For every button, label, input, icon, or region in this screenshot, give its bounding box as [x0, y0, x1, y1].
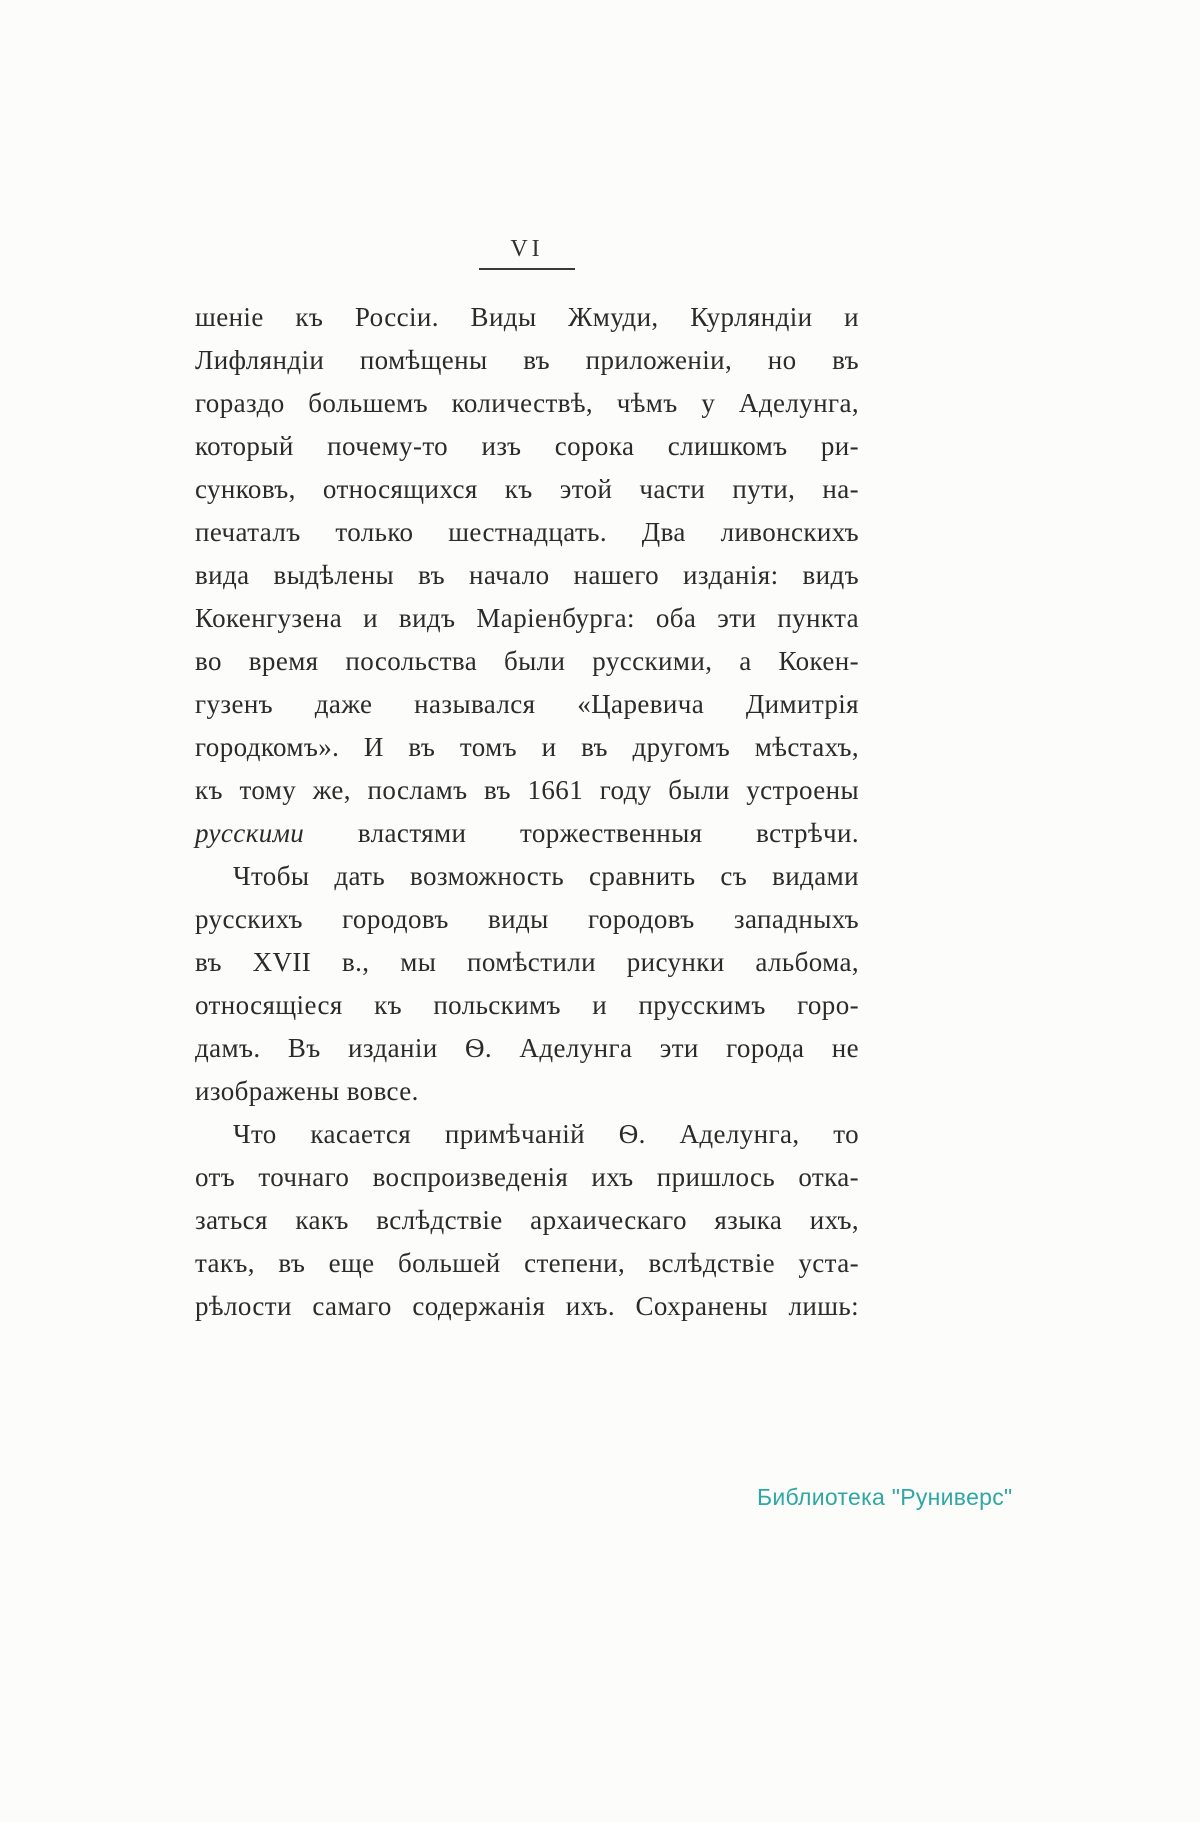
body-text: такъ, въ еще большей степени, вслѣдствіе уста-: [195, 1248, 859, 1278]
body-text: Чтобы дать возможность сравнить съ видами: [233, 861, 859, 891]
body-text: гораздо большемъ количествѣ, чѣмъ у Аделунга,: [195, 388, 859, 418]
text-line: [195, 339, 859, 382]
text-line: [195, 941, 859, 984]
body-text: въ XVII в., мы помѣстили рисунки альбома,: [195, 947, 859, 977]
text-line: [195, 984, 859, 1027]
text-line: [195, 812, 859, 855]
text-line: [195, 296, 859, 339]
text-line: [195, 554, 859, 597]
text-line: [195, 1199, 859, 1242]
text-line: [195, 597, 859, 640]
body-text: во время посольства были русскими, а Кокен-: [195, 646, 859, 676]
text-line: [195, 468, 859, 511]
header-rule: [479, 268, 575, 270]
text-line: [195, 1285, 859, 1328]
body-text: относящіеся къ польскимъ и прусскимъ горо-: [195, 990, 859, 1020]
text-line: [195, 855, 859, 898]
page-header: [195, 236, 859, 270]
footer-credit: Библиотека "Руниверс": [757, 1484, 1013, 1510]
paragraph: [195, 296, 859, 855]
body-text: отъ точнаго воспроизведенія ихъ пришлось отка-: [195, 1162, 859, 1192]
body-text: заться какъ вслѣдствіе архаическаго языка ихъ,: [195, 1205, 859, 1235]
body-text: изображены вовсе.: [195, 1076, 419, 1106]
text-line: [195, 683, 859, 726]
body-text: сунковъ, относящихся къ этой части пути, на-: [195, 474, 859, 504]
text-block: [195, 296, 859, 1328]
body-text: печаталъ только шестнадцать. Два ливонскихъ: [195, 517, 859, 547]
body-text: русскихъ городовъ виды городовъ западныхъ: [195, 904, 859, 934]
text-line: [195, 382, 859, 425]
page-number: VI: [510, 236, 544, 262]
text-line: [195, 640, 859, 683]
body-text: шеніе къ Россіи. Виды Жмуди, Курляндіи и: [195, 302, 859, 332]
body-text: къ тому же, посламъ въ 1661 году были устроены: [195, 775, 859, 805]
body-text: властями торжественныя встрѣчи.: [304, 818, 859, 848]
text-line: [195, 1027, 859, 1070]
emphasized-text: русскими: [195, 818, 305, 848]
body-text: вида выдѣлены въ начало нашего изданія: видъ: [195, 560, 859, 590]
body-text: дамъ. Въ изданіи Ѳ. Аделунга эти города не: [195, 1033, 859, 1063]
paragraph: [195, 855, 859, 1113]
paragraph: [195, 1113, 859, 1328]
text-line: [195, 1156, 859, 1199]
text-line: [195, 511, 859, 554]
body-text: гузенъ даже назывался «Царевича Димитрія: [195, 689, 859, 719]
text-line: [195, 898, 859, 941]
text-line: [195, 1113, 859, 1156]
body-text: Что касается примѣчаній Ѳ. Аделунга, то: [233, 1119, 859, 1149]
text-line: [195, 726, 859, 769]
body-text: городкомъ». И въ томъ и въ другомъ мѣстахъ,: [195, 732, 859, 762]
text-line: [195, 769, 859, 812]
body-text: который почему-то изъ сорока слишкомъ ри-: [195, 431, 859, 461]
text-line: [195, 1070, 859, 1113]
body-text: рѣлости самаго содержанія ихъ. Сохранены лишь:: [195, 1291, 859, 1321]
text-line: [195, 425, 859, 468]
body-text: Кокенгузена и видъ Маріенбурга: оба эти пункта: [195, 603, 859, 633]
text-line: [195, 1242, 859, 1285]
body-text: Лифляндіи помѣщены въ приложеніи, но въ: [195, 345, 859, 375]
